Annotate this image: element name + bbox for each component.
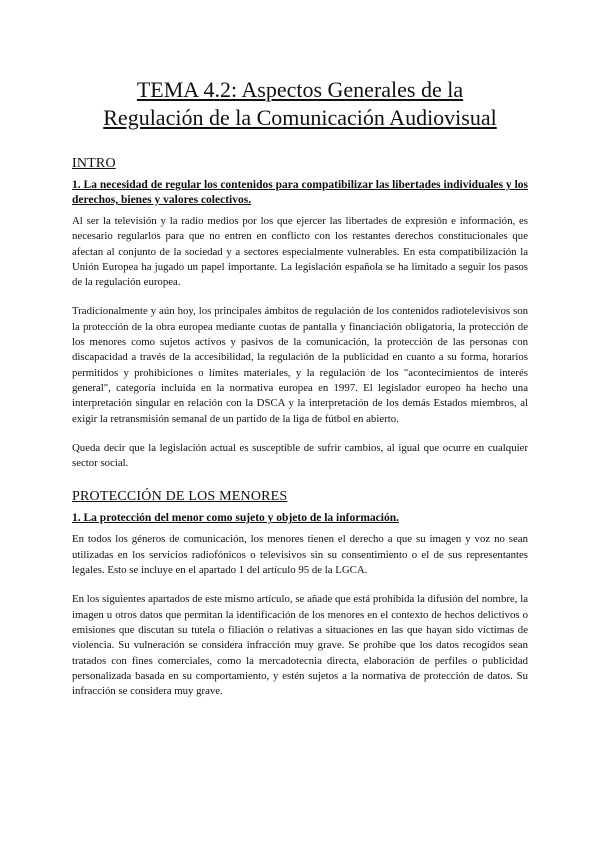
intro-subheading: 1. La necesidad de regular los contenidos para compatibilizar las libertades individuales y los derechos, bienes y valores colectivos. [72, 179, 528, 206]
intro-heading: INTRO [72, 156, 116, 171]
menores-subheading: 1. La protección del menor como sujeto y objeto de la información. [72, 512, 399, 525]
document-title [72, 76, 528, 132]
menores-heading: PROTECCIÓN DE LOS MENORES [72, 489, 288, 505]
title-line-2: Regulación de la Comunicación Audiovisual [103, 105, 497, 130]
document-page [72, 76, 528, 713]
menores-section [72, 489, 528, 699]
intro-paragraph-2: Tradicionalmente y aún hoy, los principales ámbitos de regulación de los contenidos radiotelevisivos son la protección de la obra europea mediante cuotas de pantalla y financiación obligatoria, la protección de los menores como sujetos activos y pasivos de la comunicación, la protección de las personas con discapacidad a través de la accesibilidad, la regulación de la publicidad en cuanto a su forma, horarios permitidos y prohibiciones o límites materiales, y la regulación de los "acontecimientos de interés general", categoría incluida en la normativa europea en 1997. El legislador europeo ha hecho una interpretación singular en relación con la DSCA y la interpretación de los demás Estados miembros, al exigir la retransmisión semanal de un partido de la liga de fútbol en abierto. [72, 305, 528, 425]
menores-paragraph-1: En todos los géneros de comunicación, los menores tienen el derecho a que su imagen y voz no sean utilizadas en los servicios radiofónicos o televisivos sin su consentimiento o el de sus representantes legales. Esto se incluye en el apartado 1 del artículo 95 de la LGCA. [72, 533, 528, 577]
intro-paragraph-3: Queda decir que la legislación actual es susceptible de sufrir cambios, al igual que ocurre en cualquier sector social. [72, 441, 528, 470]
title-line-1: TEMA 4.2: Aspectos Generales de la [136, 77, 464, 102]
menores-paragraph-2: En los siguientes apartados de este mismo artículo, se añade que está prohibida la difusión del nombre, la imagen u otros datos que permitan la identificación de los menores en el contexto de hechos delictivos o emisiones que discutan su tutela o filiación o relativas a situaciones en las que hayan sido víctimas de violencia. Su vulneración se considera infracción muy grave. Se prohíbe que los datos recogidos sean tratados con fines comerciales, como la mercadotecnia directa, elaboración de perfiles o publicidad personalizada basada en su comportamiento, y estén sujetos a la normativa de protección de datos. Su infracción se considera muy grave. [72, 593, 528, 698]
intro-section [72, 156, 528, 471]
intro-paragraph-1: Al ser la televisión y la radio medios por los que ejercer las libertades de expresión e información, es necesario regularlos para que no entren en conflicto con los restantes derechos constitucionales que afectan al conjunto de la sociedad y a sectores especialmente vulnerables. En esta compatibilización la Unión Europea ha jugado un papel importante. La legislación española se ha limitado a seguir los pasos de la regulación europea. [72, 215, 528, 289]
